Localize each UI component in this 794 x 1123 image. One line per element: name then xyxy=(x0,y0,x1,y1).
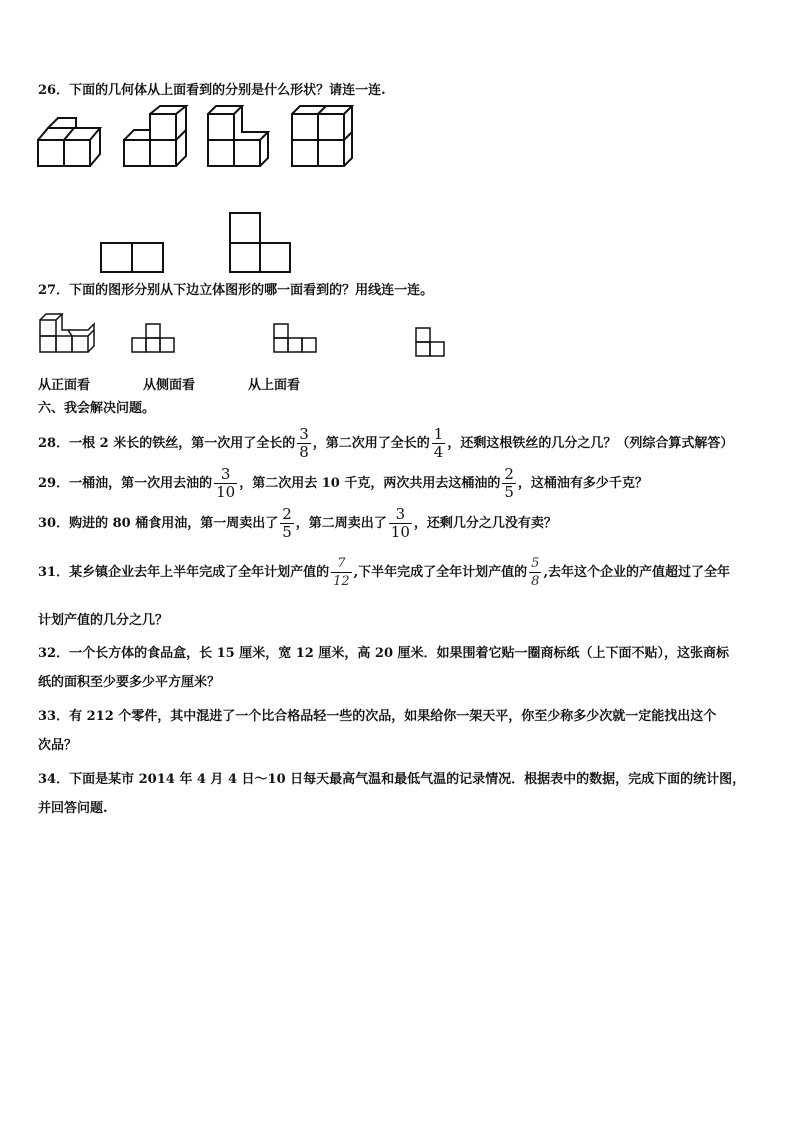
top-view-1 xyxy=(101,243,132,272)
section-6-title: 六、我会解决问题。 xyxy=(38,401,156,416)
top-view-2 xyxy=(230,213,260,243)
q28-fraction-1: $\frac{3}{8}$ xyxy=(299,425,309,461)
q27-figures xyxy=(38,310,450,360)
q27-view-3 xyxy=(416,328,444,356)
q28-fraction-2: $\frac{1}{4}$ xyxy=(433,425,444,461)
q31-fraction-1: $\frac{7}{12}$ xyxy=(333,556,350,589)
q31-line-2: 计划产值的几分之几？ xyxy=(38,613,169,628)
q30: 30．购进的 80 桶食用油，第一周卖出了 $\frac{2}{5}$ ，第二周卖出了 $\frac{3}{10}$ ，还剩几分之几没有卖？ xyxy=(38,505,557,541)
q30-fraction-1: $\frac{2}{5}$ xyxy=(282,505,292,541)
label-front-view: 从正面看 xyxy=(38,378,91,393)
q34-line-1: 34．下面是某市 2014 年 4 月 4 日～10 日每天最高气温和最低气温的记录情况．根据表中的数据，完成下面的统计图， xyxy=(38,772,746,787)
q27-view-2 xyxy=(274,324,316,352)
q26-top-views xyxy=(98,210,298,276)
q31: 31．某乡镇企业去年上半年完成了全年计划产值的 $\frac{7}{12}$ ,下半年完成了全年计划产值的 $\frac{5}{8}$ ,去年这个企业的产值超过了全年 xyxy=(38,556,730,589)
label-side-view: 从侧面看 xyxy=(143,378,196,393)
q30-fraction-2: $\frac{3}{10}$ xyxy=(390,505,410,541)
q27-view-1 xyxy=(132,324,174,352)
q32-line-1: 32．一个长方体的食品盒，长 15 厘米，宽 12 厘米，高 20 厘米．如果围着它贴一圈商标纸（上下面不贴），这张商标 xyxy=(38,646,730,661)
q27-text: 27．下面的图形分别从下边立体图形的哪一面看到的？用线连一连。 xyxy=(38,283,434,298)
solid-3 xyxy=(208,106,268,166)
q33-line-2: 次品？ xyxy=(38,738,78,753)
solid-1 xyxy=(38,118,100,166)
q28: 28．一根 2 米长的铁丝，第一次用了全长的 $\frac{3}{8}$ ，第二次用了全长的 $\frac{1}{4}$ ，还剩这根铁丝的几分之几？（列综合算式解答） xyxy=(38,425,734,461)
q33-line-1: 33．有 212 个零件，其中混进了一个比合格品轻一些的次品，如果给你一架天平，你至少称多少次就一定能找出这个 xyxy=(38,709,717,724)
q29-fraction-1: $\frac{3}{10}$ xyxy=(216,465,236,501)
q29: 29．一桶油，第一次用去油的 $\frac{3}{10}$ ，第二次用去 10 千克，两次共用去这桶油的 $\frac{2}{5}$ ，这桶油有多少千克？ xyxy=(38,465,648,501)
solid-4 xyxy=(292,106,352,166)
q32-line-2: 纸的面积至少要多少平方厘米？ xyxy=(38,675,221,690)
q31-fraction-2: $\frac{5}{8}$ xyxy=(531,556,540,589)
q34-line-2: 并回答问题. xyxy=(38,801,108,816)
q29-fraction-2: $\frac{2}{5}$ xyxy=(504,465,514,501)
label-top-view: 从上面看 xyxy=(248,378,301,393)
q27-solid xyxy=(40,314,94,352)
q26-text: 26．下面的几何体从上面看到的分别是什么形状？请连一连. xyxy=(38,83,386,98)
q26-solids xyxy=(36,104,356,170)
solid-2 xyxy=(124,106,186,166)
